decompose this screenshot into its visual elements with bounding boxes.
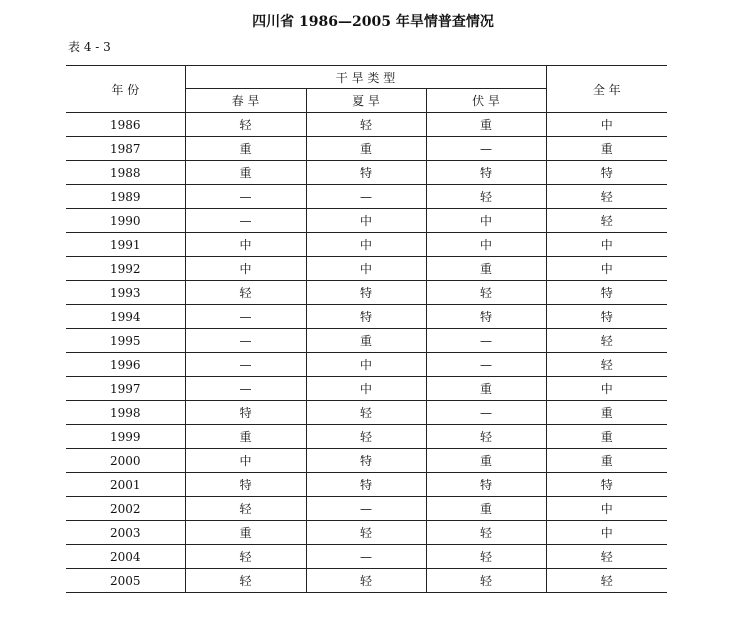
cell-year: 1986 bbox=[66, 113, 185, 137]
cell-year: 1990 bbox=[66, 209, 185, 233]
table-row bbox=[66, 137, 667, 161]
cell-year: 1994 bbox=[66, 305, 185, 329]
cell-dog-days: 重 bbox=[426, 257, 546, 281]
header-summer: 夏 旱 bbox=[306, 89, 426, 113]
cell-full-year: 轻 bbox=[546, 569, 667, 593]
cell-spring: 中 bbox=[185, 233, 306, 257]
cell-dog-days: 轻 bbox=[426, 545, 546, 569]
table-row bbox=[66, 185, 667, 209]
cell-year: 2004 bbox=[66, 545, 185, 569]
cell-summer: 特 bbox=[306, 449, 426, 473]
cell-full-year: 轻 bbox=[546, 545, 667, 569]
cell-spring: 重 bbox=[185, 425, 306, 449]
cell-full-year: 轻 bbox=[546, 353, 667, 377]
cell-full-year: 中 bbox=[546, 233, 667, 257]
table-row bbox=[66, 113, 667, 137]
cell-dog-days: 中 bbox=[426, 233, 546, 257]
cell-year: 2005 bbox=[66, 569, 185, 593]
table-row bbox=[66, 401, 667, 425]
cell-dog-days: 轻 bbox=[426, 569, 546, 593]
cell-spring: 特 bbox=[185, 473, 306, 497]
header-year: 年 份 bbox=[66, 66, 185, 113]
cell-spring: 轻 bbox=[185, 545, 306, 569]
cell-summer: 特 bbox=[306, 161, 426, 185]
cell-summer: 中 bbox=[306, 209, 426, 233]
table-row bbox=[66, 521, 667, 545]
cell-summer: — bbox=[306, 497, 426, 521]
table-row bbox=[66, 281, 667, 305]
cell-year: 1999 bbox=[66, 425, 185, 449]
table-row bbox=[66, 545, 667, 569]
cell-full-year: 中 bbox=[546, 377, 667, 401]
table-row bbox=[66, 569, 667, 593]
cell-spring: 特 bbox=[185, 401, 306, 425]
cell-summer: — bbox=[306, 185, 426, 209]
cell-dog-days: 轻 bbox=[426, 521, 546, 545]
cell-summer: 重 bbox=[306, 329, 426, 353]
cell-summer: 轻 bbox=[306, 569, 426, 593]
cell-dog-days: — bbox=[426, 353, 546, 377]
table-row bbox=[66, 353, 667, 377]
cell-summer: 轻 bbox=[306, 401, 426, 425]
cell-year: 1988 bbox=[66, 161, 185, 185]
cell-year: 2000 bbox=[66, 449, 185, 473]
cell-spring: — bbox=[185, 209, 306, 233]
cell-full-year: 中 bbox=[546, 113, 667, 137]
table-label: 表 4 - 3 bbox=[68, 40, 111, 54]
cell-spring: — bbox=[185, 377, 306, 401]
cell-full-year: 中 bbox=[546, 257, 667, 281]
cell-full-year: 特 bbox=[546, 281, 667, 305]
header-full-year: 全 年 bbox=[546, 66, 667, 113]
document-title: 四川省 1986—2005 年旱情普查情况 bbox=[252, 14, 494, 30]
cell-dog-days: 轻 bbox=[426, 185, 546, 209]
cell-spring: 重 bbox=[185, 137, 306, 161]
cell-summer: 中 bbox=[306, 257, 426, 281]
cell-year: 1995 bbox=[66, 329, 185, 353]
cell-full-year: 重 bbox=[546, 401, 667, 425]
cell-spring: 轻 bbox=[185, 281, 306, 305]
cell-dog-days: 轻 bbox=[426, 281, 546, 305]
cell-summer: 轻 bbox=[306, 425, 426, 449]
cell-summer: 中 bbox=[306, 353, 426, 377]
table-row bbox=[66, 257, 667, 281]
table-row bbox=[66, 497, 667, 521]
cell-spring: 中 bbox=[185, 449, 306, 473]
cell-full-year: 中 bbox=[546, 521, 667, 545]
cell-full-year: 特 bbox=[546, 305, 667, 329]
header-drought-type: 干 旱 类 型 bbox=[185, 66, 546, 89]
cell-dog-days: 特 bbox=[426, 305, 546, 329]
cell-full-year: 重 bbox=[546, 137, 667, 161]
cell-dog-days: 重 bbox=[426, 497, 546, 521]
cell-year: 1992 bbox=[66, 257, 185, 281]
table-row bbox=[66, 305, 667, 329]
table-row bbox=[66, 449, 667, 473]
cell-full-year: 特 bbox=[546, 473, 667, 497]
cell-year: 2002 bbox=[66, 497, 185, 521]
cell-spring: — bbox=[185, 305, 306, 329]
cell-dog-days: 重 bbox=[426, 449, 546, 473]
cell-dog-days: — bbox=[426, 401, 546, 425]
cell-year: 1993 bbox=[66, 281, 185, 305]
cell-dog-days: — bbox=[426, 329, 546, 353]
table-row bbox=[66, 473, 667, 497]
cell-spring: 轻 bbox=[185, 113, 306, 137]
cell-summer: 中 bbox=[306, 233, 426, 257]
cell-summer: 重 bbox=[306, 137, 426, 161]
cell-year: 1987 bbox=[66, 137, 185, 161]
cell-dog-days: 中 bbox=[426, 209, 546, 233]
cell-spring: 轻 bbox=[185, 497, 306, 521]
cell-dog-days: — bbox=[426, 137, 546, 161]
cell-summer: 轻 bbox=[306, 521, 426, 545]
cell-summer: 特 bbox=[306, 281, 426, 305]
cell-summer: 中 bbox=[306, 377, 426, 401]
cell-summer: — bbox=[306, 545, 426, 569]
cell-full-year: 轻 bbox=[546, 329, 667, 353]
cell-spring: 重 bbox=[185, 161, 306, 185]
cell-dog-days: 特 bbox=[426, 473, 546, 497]
table-row bbox=[66, 161, 667, 185]
cell-spring: — bbox=[185, 329, 306, 353]
header-spring: 春 旱 bbox=[185, 89, 306, 113]
table-row bbox=[66, 377, 667, 401]
cell-spring: 重 bbox=[185, 521, 306, 545]
drought-table bbox=[66, 65, 667, 593]
cell-dog-days: 重 bbox=[426, 113, 546, 137]
cell-full-year: 轻 bbox=[546, 209, 667, 233]
cell-year: 1989 bbox=[66, 185, 185, 209]
table-row bbox=[66, 233, 667, 257]
cell-summer: 特 bbox=[306, 473, 426, 497]
cell-spring: 中 bbox=[185, 257, 306, 281]
cell-year: 2003 bbox=[66, 521, 185, 545]
cell-full-year: 重 bbox=[546, 449, 667, 473]
cell-full-year: 重 bbox=[546, 425, 667, 449]
table-row bbox=[66, 329, 667, 353]
cell-full-year: 特 bbox=[546, 161, 667, 185]
cell-dog-days: 特 bbox=[426, 161, 546, 185]
table-row bbox=[66, 425, 667, 449]
cell-dog-days: 轻 bbox=[426, 425, 546, 449]
cell-year: 1991 bbox=[66, 233, 185, 257]
cell-spring: — bbox=[185, 353, 306, 377]
cell-year: 1996 bbox=[66, 353, 185, 377]
cell-dog-days: 重 bbox=[426, 377, 546, 401]
cell-spring: 轻 bbox=[185, 569, 306, 593]
cell-year: 1998 bbox=[66, 401, 185, 425]
table-row bbox=[66, 209, 667, 233]
cell-full-year: 中 bbox=[546, 497, 667, 521]
cell-spring: — bbox=[185, 185, 306, 209]
cell-year: 1997 bbox=[66, 377, 185, 401]
cell-summer: 特 bbox=[306, 305, 426, 329]
cell-year: 2001 bbox=[66, 473, 185, 497]
cell-summer: 轻 bbox=[306, 113, 426, 137]
cell-full-year: 轻 bbox=[546, 185, 667, 209]
header-dog-days: 伏 旱 bbox=[426, 89, 546, 113]
